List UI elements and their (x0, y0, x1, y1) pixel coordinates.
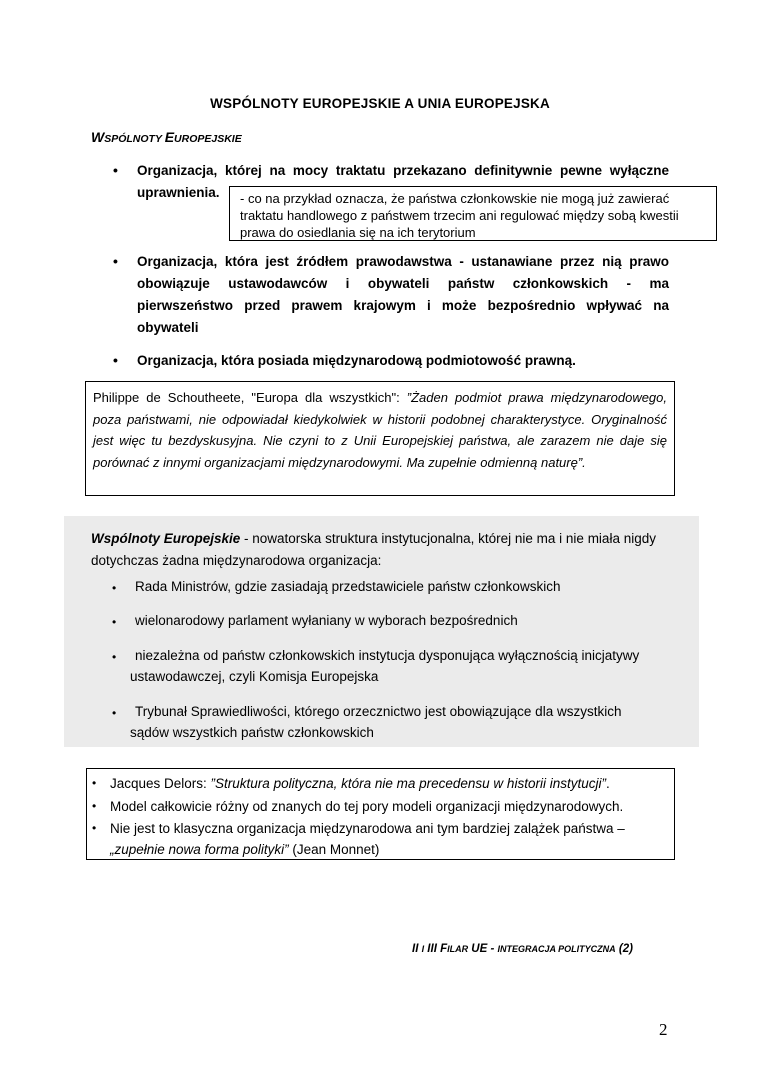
note-1 (110, 773, 670, 794)
heading-part: SPÓLNOTY (104, 133, 165, 145)
note-3-line-2 (110, 839, 670, 860)
quote-text: ”Żaden podmiot prawa międzynarodowego, poza państwami, nie odpowiadał kiedykolwiek w historii podobnej charakterystyce. Oryginalność jest więc tu bezdyskusyjna. Nie czyni to z Unii Europejskiej państwa, ale zarazem nie daje się porównać z innymi organizacjami międzynarodowymi. Ma zupełnie odmienną naturę”. (93, 390, 668, 470)
quote-box (85, 381, 675, 496)
bullet-icon: • (92, 821, 97, 835)
bullet-2-line-4: obywateli (137, 320, 199, 335)
footer-part: INTEGRACJA POLITYCZNA (497, 944, 616, 954)
bullet-icon: • (92, 799, 97, 813)
bullet-icon: • (113, 253, 118, 269)
footer-part: II (412, 943, 422, 955)
grey-item-4-line-2: sądów wszystkich państw członkowskich (130, 725, 374, 740)
grey-item-3-line-2: ustawodawczej, czyli Komisja Europejska (130, 669, 379, 684)
bullet-icon: • (112, 581, 117, 595)
bullet-icon: • (112, 650, 117, 664)
footer-part: III F (424, 943, 448, 955)
bullet-2-line-1: Organizacja, która jest źródłem prawodawstwa - ustanawiane przez nią prawo (137, 254, 669, 269)
footer-label (412, 943, 633, 955)
heading-part: UROPEJSKIE (174, 133, 242, 145)
footer-part: I (421, 944, 425, 954)
grey-item-1: Rada Ministrów, gdzie zasiadają przedstawiciele państw członkowskich (135, 579, 561, 594)
note-1-author: Jacques Delors: (110, 776, 211, 791)
callout-box (229, 186, 717, 241)
highlight-box (64, 516, 699, 747)
page-number: 2 (659, 1020, 668, 1039)
grey-item-2: wielonarodowy parlament wyłaniany w wyborach bezpośrednich (135, 613, 518, 628)
highlight-intro (91, 528, 691, 571)
note-3-quote: „zupełnie nowa forma polityki” (110, 842, 289, 857)
section-heading (91, 129, 242, 145)
bullet-2-line-2: obowiązuje ustawodawców i obywateli państw członkowskich - ma (137, 276, 669, 291)
bullet-icon: • (112, 615, 117, 629)
bullet-1-line-1: Organizacja, której na mocy traktatu przekazano definitywnie pewne wyłączne (137, 163, 669, 178)
heading-part: W (91, 129, 105, 145)
callout-text: - co na przykład oznacza, że państwa członkowskie nie mogą już zawierać traktatu handlowego z państwem trzecim ani regulować między sobą kwestii prawa do osiedlania się na ich terytorium (240, 191, 679, 240)
bullet-icon: • (92, 776, 97, 790)
bullet-1-line-2: uprawnienia. (137, 185, 220, 200)
intro-text: - nowatorska struktura instytucjonalna, której nie ma i nie miała nigdy dotychczas żadna międzynarodowa organizacja: (91, 531, 656, 568)
note-1-end: . (605, 776, 610, 791)
heading-part: E (164, 129, 175, 145)
footer-part: UE - (468, 943, 498, 955)
bullet-2-line-3: pierwszeństwo przed prawem krajowym i może bezpośrednio wpływać na (137, 298, 669, 313)
footer-part: (2) (615, 943, 633, 955)
note-3-end: (Jean Monnet) (288, 842, 380, 857)
grey-item-4-line-1: Trybunał Sprawiedliwości, którego orzecznictwo jest obowiązujące dla wszystkich (135, 704, 622, 719)
note-3-line-1: Nie jest to klasyczna organizacja międzynarodowa ani tym bardziej zalążek państwa – (110, 821, 625, 836)
note-2: Model całkowicie różny od znanych do tej pory modeli organizacji międzynarodowych. (110, 799, 624, 814)
footer-part: ILAR (447, 944, 469, 954)
bullet-icon: • (112, 706, 117, 720)
bullet-icon: • (113, 162, 118, 178)
notes-box (86, 768, 675, 860)
quote-author: Philippe de Schoutheete, "Europa dla wszystkich": (93, 390, 407, 405)
intro-term: Wspólnoty Europejskie (91, 531, 241, 546)
document-title: WSPÓLNOTY EUROPEJSKIE A UNIA EUROPEJSKA (210, 96, 550, 111)
bullet-icon: • (113, 352, 118, 368)
grey-item-3-line-1: niezależna od państw członkowskich instytucja dysponująca wyłącznością inicjatywy (135, 648, 640, 663)
bullet-3-line-1: Organizacja, która posiada międzynarodową podmiotowość prawną. (137, 353, 576, 368)
note-1-quote: ”Struktura polityczna, która nie ma precedensu w historii instytucji” (210, 776, 606, 791)
